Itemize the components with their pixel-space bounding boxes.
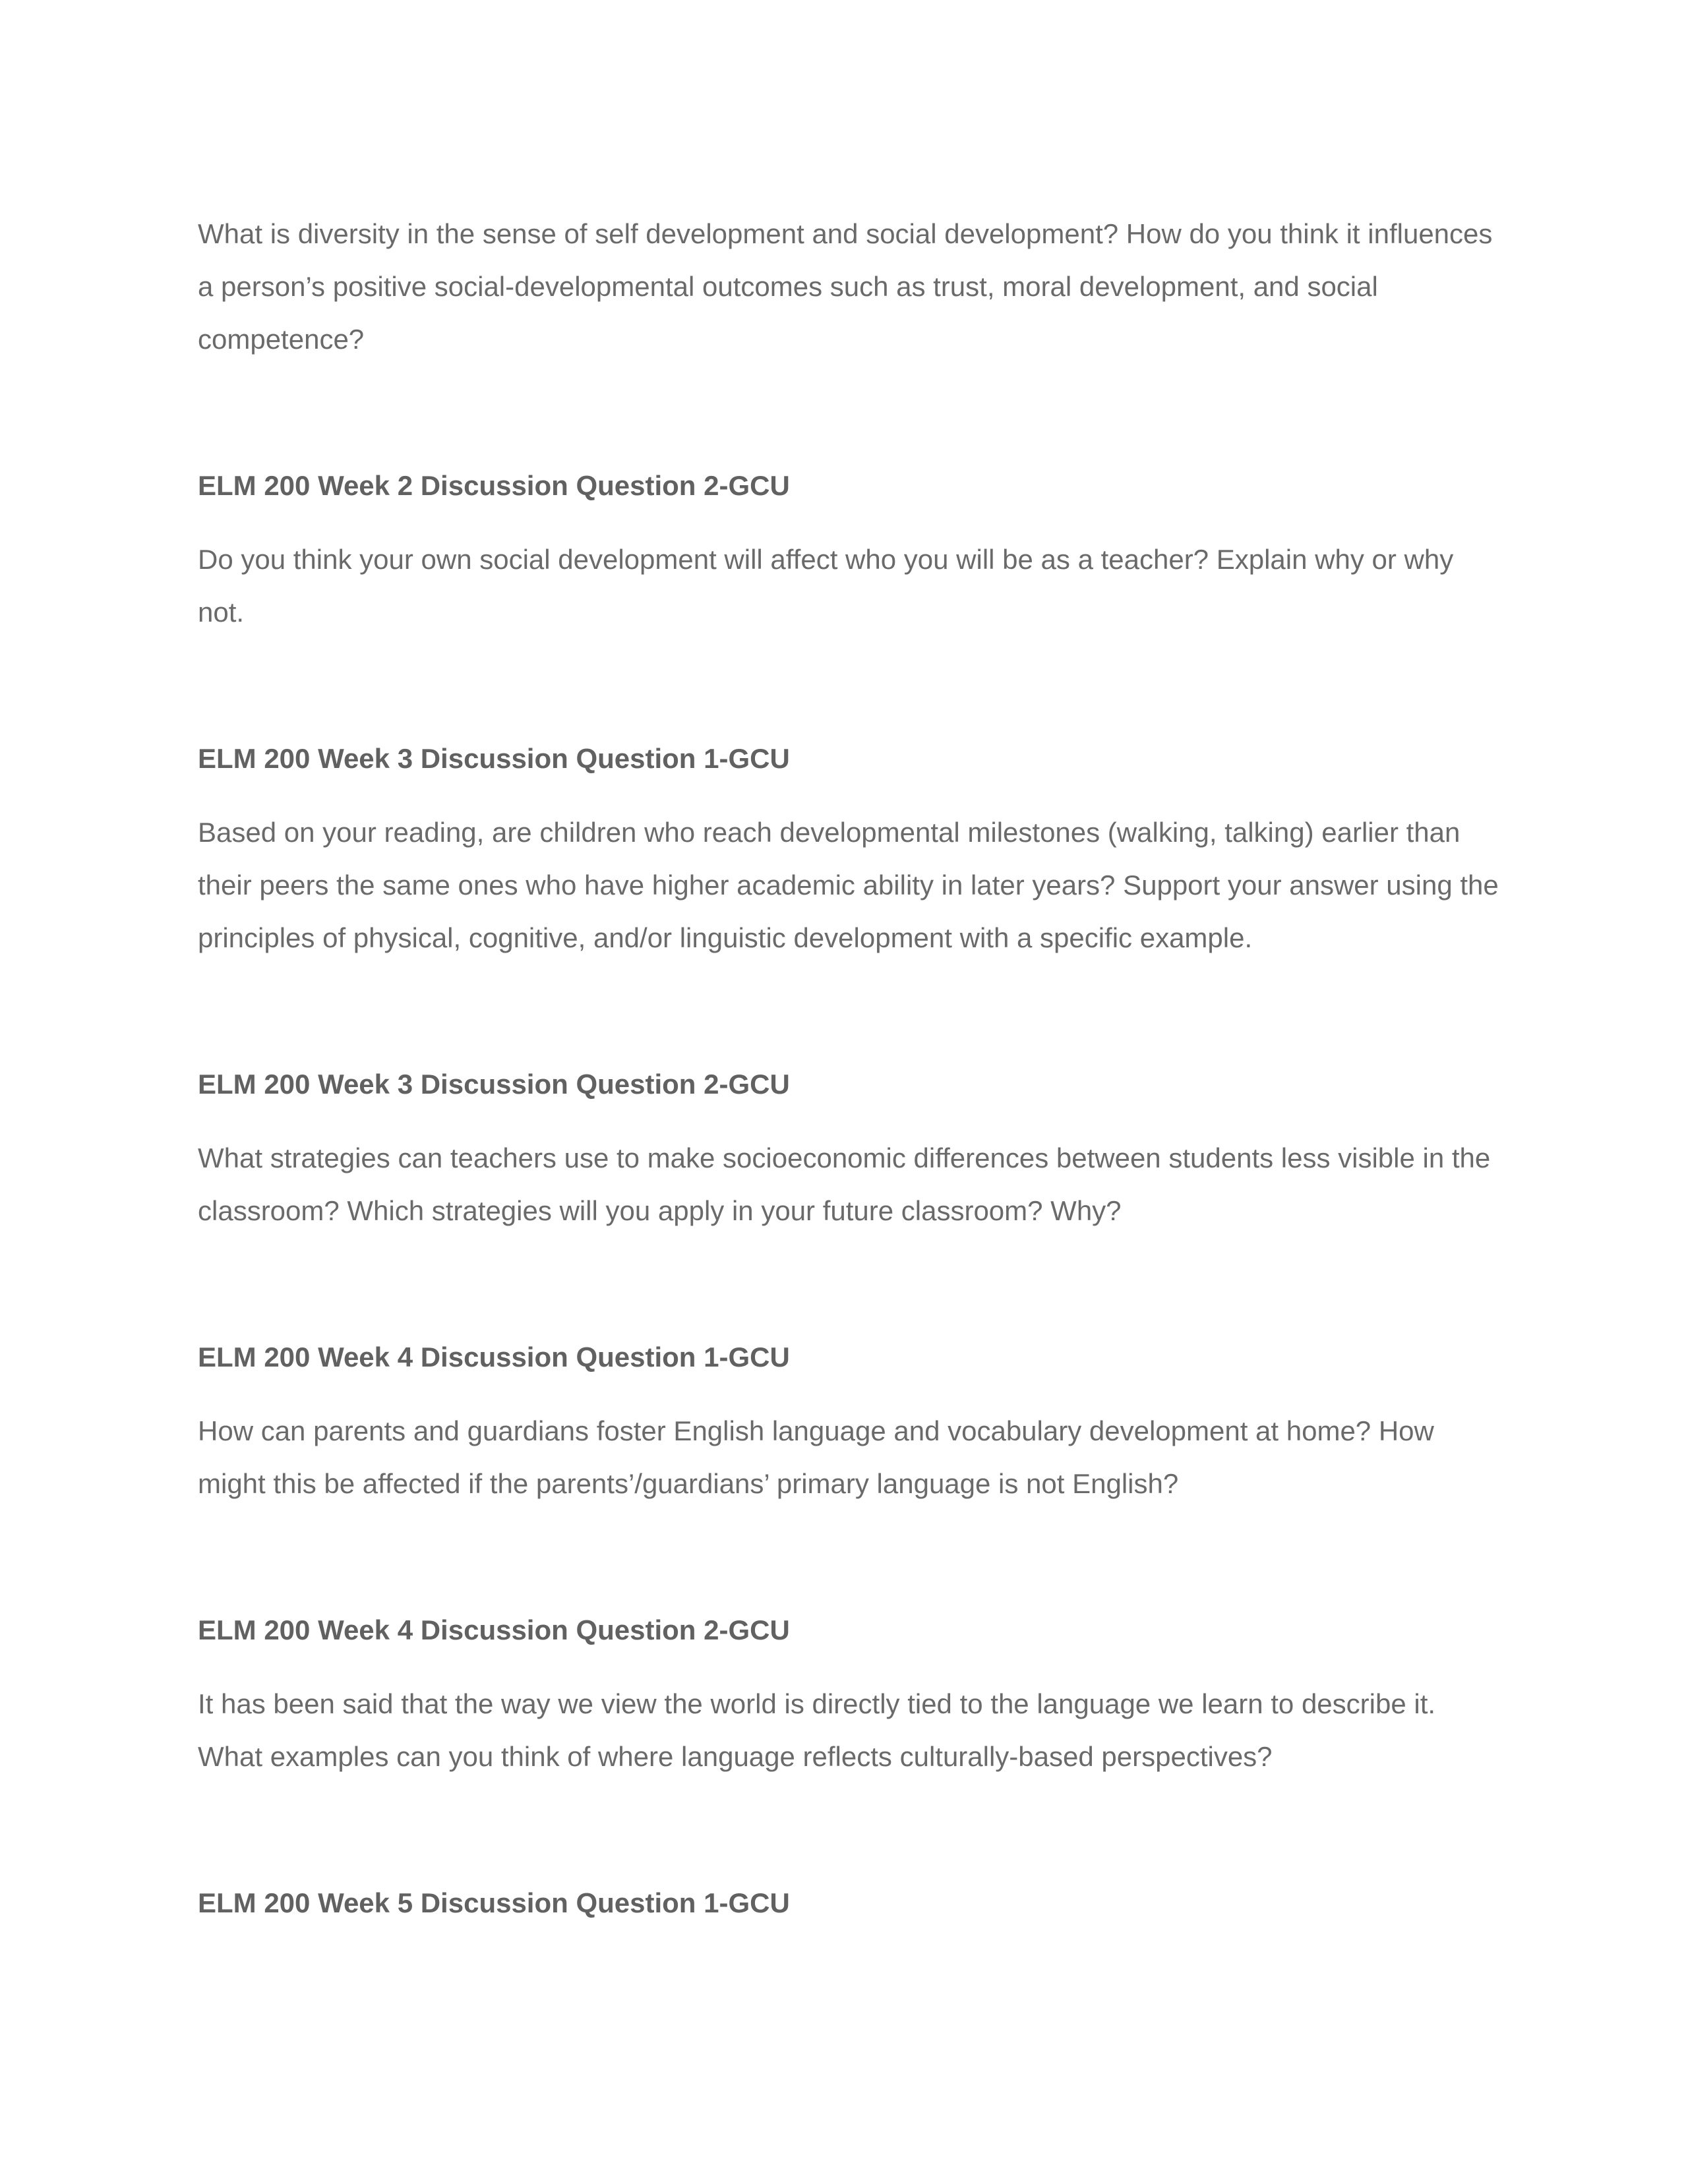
section-heading: ELM 200 Week 3 Discussion Question 1-GCU (198, 743, 790, 774)
spacer (198, 512, 1503, 533)
section-heading: ELM 200 Week 3 Discussion Question 2-GCU (198, 1069, 790, 1100)
spacer (198, 1510, 1503, 1604)
spacer (198, 366, 1503, 459)
section-body: Based on your reading, are children who reach developmental milestones (walking, talking) earlier than their peers the same ones who have higher academic ability in later years? Support your answer using the principles of physical, cognitive, and/or linguistic development with a specific example. (198, 817, 1499, 953)
spacer (198, 964, 1503, 1058)
spacer (198, 1384, 1503, 1405)
document-content (198, 208, 1503, 1930)
spacer (198, 1657, 1503, 1678)
section-body: It has been said that the way we view the world is directly tied to the language we learn to describe it. What examples can you think of where language reflects culturally-based perspectives? (198, 1688, 1436, 1772)
spacer (198, 1783, 1503, 1877)
spacer (198, 1111, 1503, 1132)
section-heading: ELM 200 Week 2 Discussion Question 2-GCU (198, 470, 790, 501)
spacer (198, 785, 1503, 806)
section-heading: ELM 200 Week 4 Discussion Question 1-GCU (198, 1342, 790, 1372)
intro-paragraph: What is diversity in the sense of self development and social development? How do you think it influences a person’s positive social-developmental outcomes such as trust, moral development, and social competence? (198, 218, 1493, 355)
spacer (198, 1237, 1503, 1331)
spacer (198, 639, 1503, 732)
section-heading: ELM 200 Week 4 Discussion Question 2-GCU (198, 1614, 790, 1645)
section-body: How can parents and guardians foster English language and vocabulary development at home? How might this be affected if the parents’/guardians’ primary language is not English? (198, 1415, 1434, 1499)
section-body: What strategies can teachers use to make socioeconomic differences between students less visible in the classroom? Which strategies will you apply in your future classroom? Why? (198, 1142, 1491, 1226)
section-body: Do you think your own social development will affect who you will be as a teacher? Explain why or why not. (198, 544, 1454, 628)
section-heading: ELM 200 Week 5 Discussion Question 1-GCU (198, 1887, 790, 1918)
